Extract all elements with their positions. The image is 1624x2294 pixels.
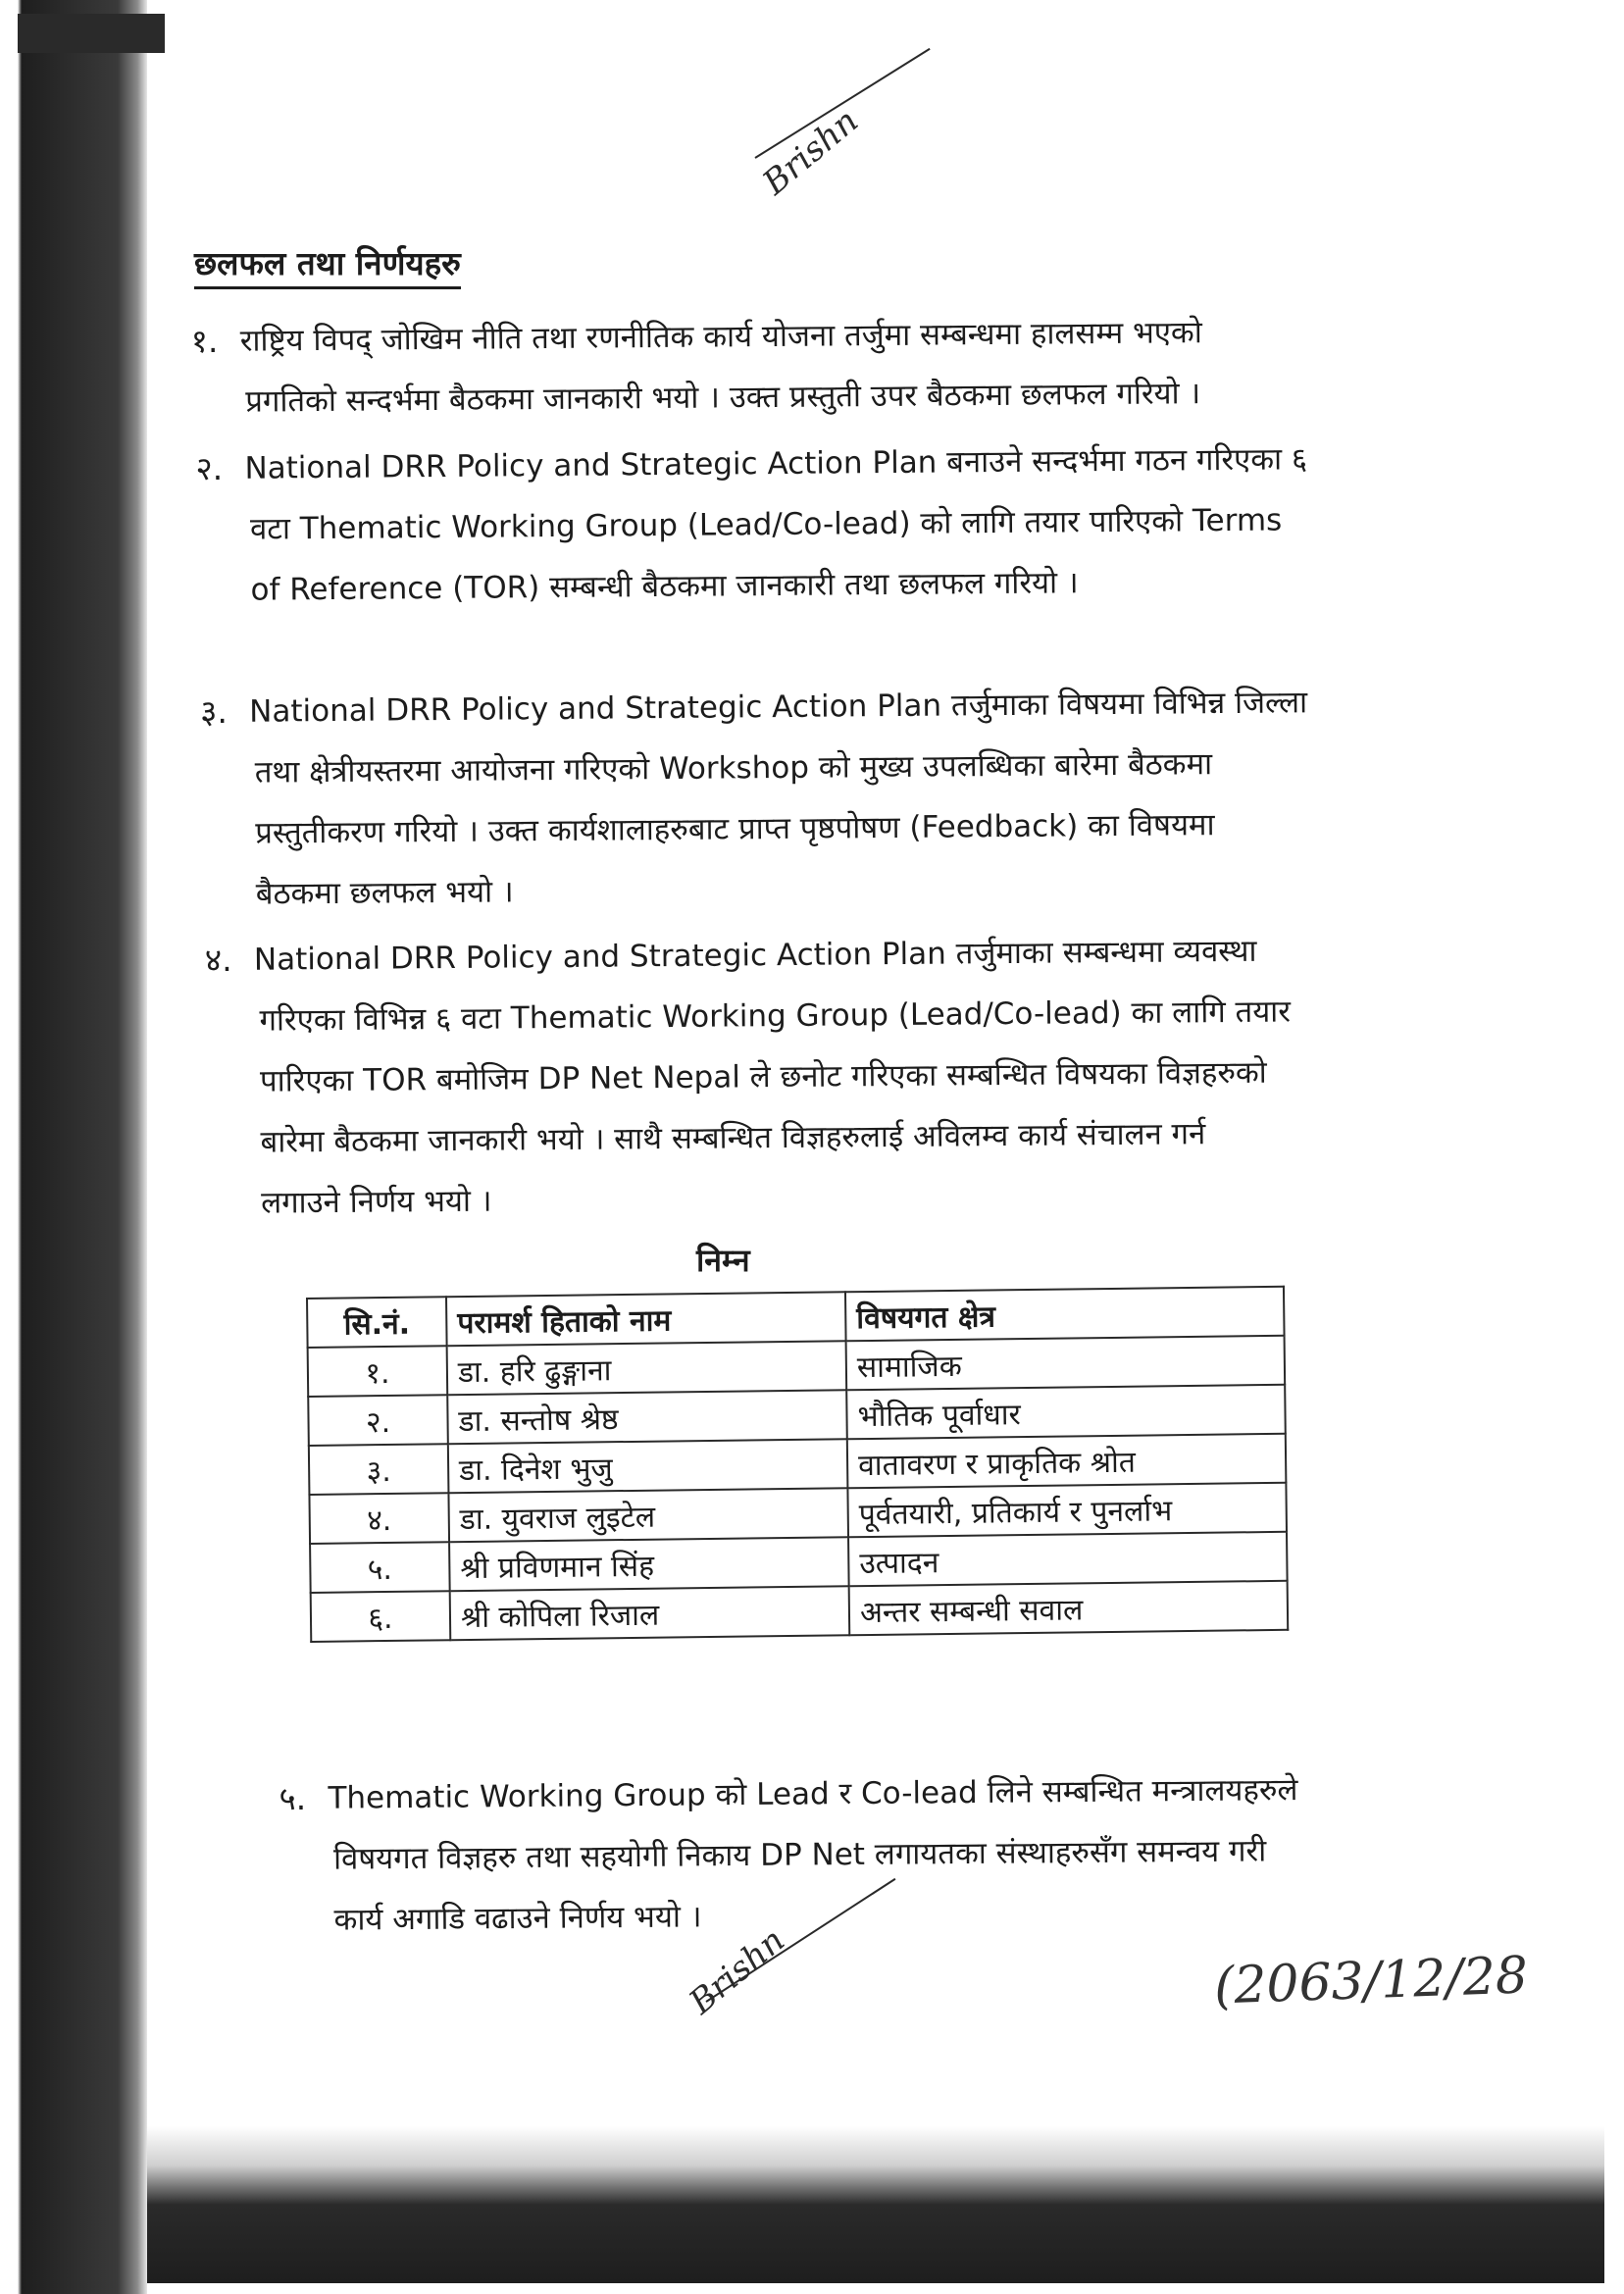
table-cell-name: डा. युवराज लुइटेल [448, 1488, 848, 1542]
table-cell-name: डा. सन्तोष श्रेष्ठ [447, 1390, 847, 1444]
scan-shadow-top [18, 14, 165, 53]
consultant-table [306, 1286, 1289, 1643]
item-number: ५. [279, 1778, 307, 1818]
item-line: of Reference (TOR) सम्बन्धी बैठकमा जानकारी तथा छलफल गरियो । [250, 565, 1079, 608]
page-heading: छलफल तथा निर्णयहरु [194, 240, 461, 289]
item-line: पारिएका TOR बमोजिम DP Net Nepal ले छनोट गरिएका सम्बन्धित विषयका विज्ञहरुको [259, 1054, 1267, 1099]
table-cell-sn: ४. [309, 1493, 449, 1544]
table-cell-area: वातावरण र प्राकृतिक श्रोत [847, 1434, 1287, 1488]
table-cell-name: डा. हरि ढुङ्गाना [447, 1341, 847, 1395]
item-number: १. [190, 321, 219, 361]
item-line: प्रस्तुतीकरण गरियो । उक्त कार्यशालाहरुबाट प्राप्त पृष्ठपोषण (Feedback) का विषयमा [255, 807, 1215, 851]
item-line: National DRR Policy and Strategic Action Plan तर्जुमाका विषयमा विभिन्न जिल्ला [249, 685, 1308, 730]
table-cell-area: भौतिक पूर्वाधार [846, 1385, 1286, 1439]
scan-shadow-bottom [147, 2126, 1604, 2283]
table-cell-area: उत्पादन [848, 1532, 1288, 1586]
table-cell-sn: ३. [309, 1444, 449, 1495]
table-cell-sn: २. [308, 1395, 448, 1446]
table-cell-area: पूर्वतयारी, प्रतिकार्य र पुनर्लाभ [847, 1483, 1287, 1537]
table-cell-sn: ६. [311, 1591, 451, 1642]
table-cell-sn: १. [308, 1346, 448, 1397]
item-line: गरिएका विभिन्न ६ वटा Thematic Working Group (Lead/Co-lead) का लागि तयार [259, 994, 1292, 1039]
item-line: वटा Thematic Working Group (Lead/Co-lead) को लागि तयार पारिएको Terms [249, 502, 1283, 547]
item-number: ३. [200, 691, 228, 732]
list-item-3 [200, 672, 1359, 925]
table-cell-name: श्री प्रविणमान सिंह [449, 1537, 849, 1591]
column-header: परामर्श हिताको नाम [446, 1292, 846, 1346]
table-cell-area: सामाजिक [846, 1336, 1286, 1390]
table-cell-name: डा. दिनेश भुजु [448, 1439, 848, 1493]
scan-shadow-left [0, 0, 147, 2294]
item-line: बारेमा बैठकमा जानकारी भयो । साथै सम्बन्धित विज्ञहरुलाई अविलम्व कार्य संचालन गर्न [260, 1116, 1206, 1160]
item-line: National DRR Policy and Strategic Action Plan तर्जुमाका सम्बन्धमा व्यवस्था [253, 933, 1257, 978]
list-item-1 [190, 301, 1348, 433]
column-header: विषयगत क्षेत्र [845, 1287, 1285, 1341]
item-line: तथा क्षेत्रीयस्तरमा आयोजना गरिएको Workshop को मुख्य उपलब्धिका बारेमा बैठकमा [254, 746, 1213, 790]
table-cell-name: श्री कोपिला रिजाल [450, 1586, 850, 1640]
item-line: विषयगत विज्ञहरु तथा सहयोगी निकाय DP Net लगायतका संस्थाहरुसँग समन्वय गरी [332, 1833, 1267, 1877]
item-line: बैठकमा छलफल भयो । [255, 874, 514, 912]
item-number: ४. [204, 940, 232, 980]
item-line: Thematic Working Group को Lead र Co-lead लिने सम्बन्धित मन्त्रालयहरुले [328, 1772, 1298, 1816]
list-item-5 [279, 1759, 1438, 1951]
item-number: २. [195, 448, 224, 488]
item-line: National DRR Policy and Strategic Action Plan बनाउने सन्दर्भमा गठन गरिएका ६ [244, 441, 1308, 486]
signature-bottom: Brishn [682, 1920, 792, 2022]
table-cell-sn: ५. [310, 1542, 450, 1593]
column-header: सि.नं. [307, 1297, 447, 1348]
item-line: लगाउने निर्णय भयो । [260, 1183, 492, 1221]
item-line: कार्य अगाडि वढाउने निर्णय भयो । [333, 1899, 702, 1938]
handwritten-date: (2063/12/28 [1213, 1946, 1529, 2016]
list-item-2 [195, 429, 1354, 621]
table-title: निम्न [696, 1242, 750, 1279]
table-cell-area: अन्तर सम्बन्धी सवाल [849, 1581, 1289, 1635]
item-line: प्रगतिको सन्दर्भमा बैठकमा जानकारी भयो । उक्त प्रस्तुती उपर बैठकमा छलफल गरियो । [245, 376, 1201, 420]
item-line: राष्ट्रिय विपद् जोखिम नीति तथा रणनीतिक कार्य योजना तर्जुमा सम्बन्धमा हालसम्म भएको [239, 315, 1202, 359]
signature-top: Brishn [755, 101, 866, 203]
list-item-4 [205, 920, 1365, 1234]
document-page [147, 39, 1604, 2138]
